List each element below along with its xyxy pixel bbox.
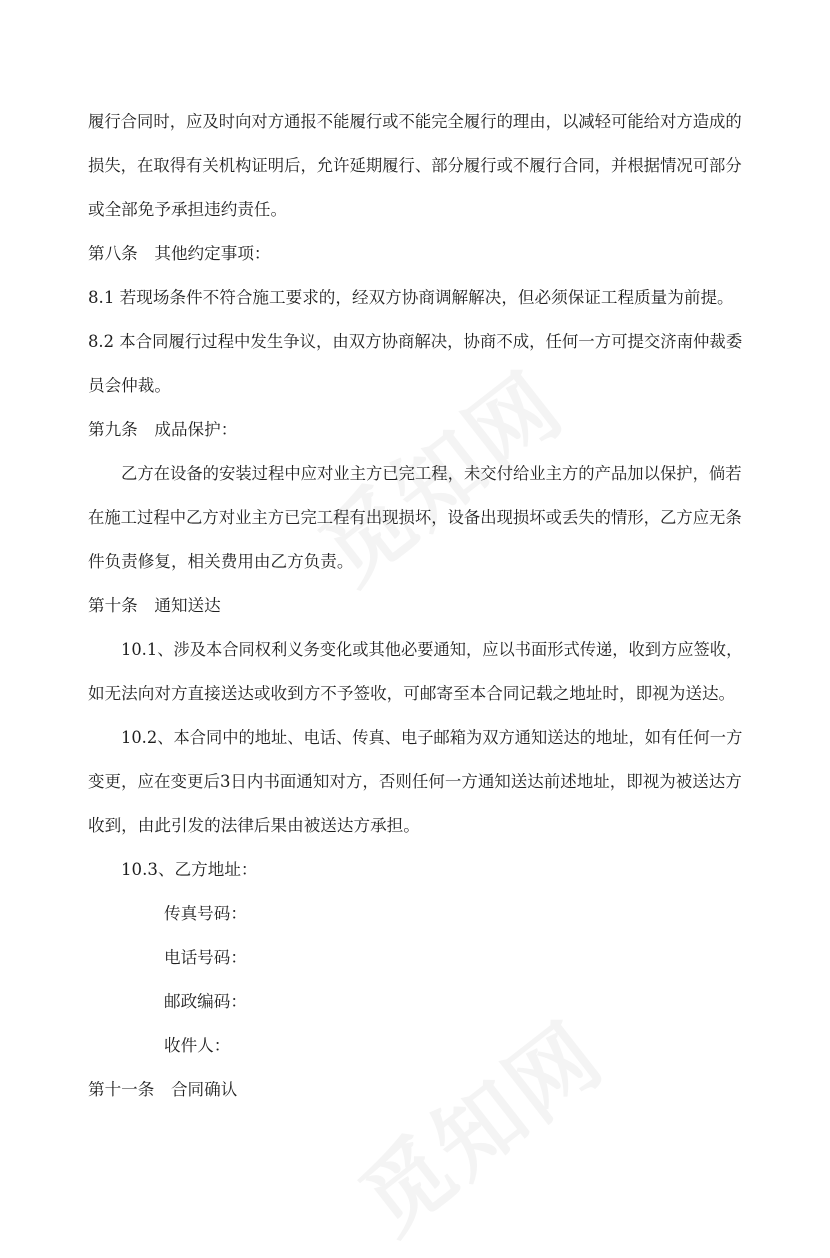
paragraph-line: 变更，应在变更后3日内书面通知对方，否则任何一方通知送达前述地址，即视为被送达方: [88, 772, 742, 791]
phone-number-label: 电话号码：: [164, 948, 247, 967]
paragraph-line: 件负责修复，相关费用由乙方负责。: [88, 552, 354, 571]
section-heading-9: 第九条 成品保护：: [88, 420, 238, 439]
clause-8-2: 8.2 本合同履行过程中发生争议，由双方协商解决，协商不成，任何一方可提交济南仲裁委: [88, 332, 743, 351]
fax-number-label: 传真号码：: [164, 904, 247, 923]
clause-8-1: 8.1 若现场条件不符合施工要求的，经双方协商调解解决，但必须保证工程质量为前提。: [88, 288, 734, 307]
clause-10-1: 10.1、涉及本合同权利义务变化或其他必要通知，应以书面形式传递，收到方应签收，: [121, 640, 743, 659]
postal-code-label: 邮政编码：: [164, 992, 247, 1011]
paragraph-line: 在施工过程中乙方对业主方已完工程有出现损坏，设备出现损坏或丢失的情形，乙方应无条: [88, 508, 742, 527]
paragraph-line: 收到，由此引发的法律后果由被送达方承担。: [88, 816, 420, 835]
paragraph-line: 乙方在设备的安装过程中应对业主方已完工程，未交付给业主方的产品加以保护，倘若: [121, 464, 742, 483]
paragraph-line: 损失，在取得有关机构证明后，允许延期履行、部分履行或不履行合同，并根据情况可部分: [88, 156, 742, 175]
paragraph-line: 履行合同时，应及时向对方通报不能履行或不能完全履行的理由，以减轻可能给对方造成的: [88, 112, 742, 131]
section-heading-10: 第十条 通知送达: [88, 596, 221, 615]
recipient-label: 收件人：: [164, 1036, 231, 1055]
paragraph-line: 或全部免予承担违约责任。: [88, 200, 288, 219]
watermark-lower: [330, 988, 625, 1257]
clause-10-3: 10.3、乙方地址：: [121, 860, 258, 879]
clause-10-2: 10.2、本合同中的地址、电话、传真、电子邮箱为双方通知送达的地址，如有任何一方: [121, 728, 743, 747]
paragraph-line: 如无法向对方直接送达或收到方不予签收，可邮寄至本合同记载之地址时，即视为送达。: [88, 684, 736, 703]
section-heading-8: 第八条 其他约定事项：: [88, 244, 271, 263]
paragraph-line: 员会仲裁。: [88, 376, 171, 395]
section-heading-11: 第十一条 合同确认: [88, 1080, 238, 1099]
